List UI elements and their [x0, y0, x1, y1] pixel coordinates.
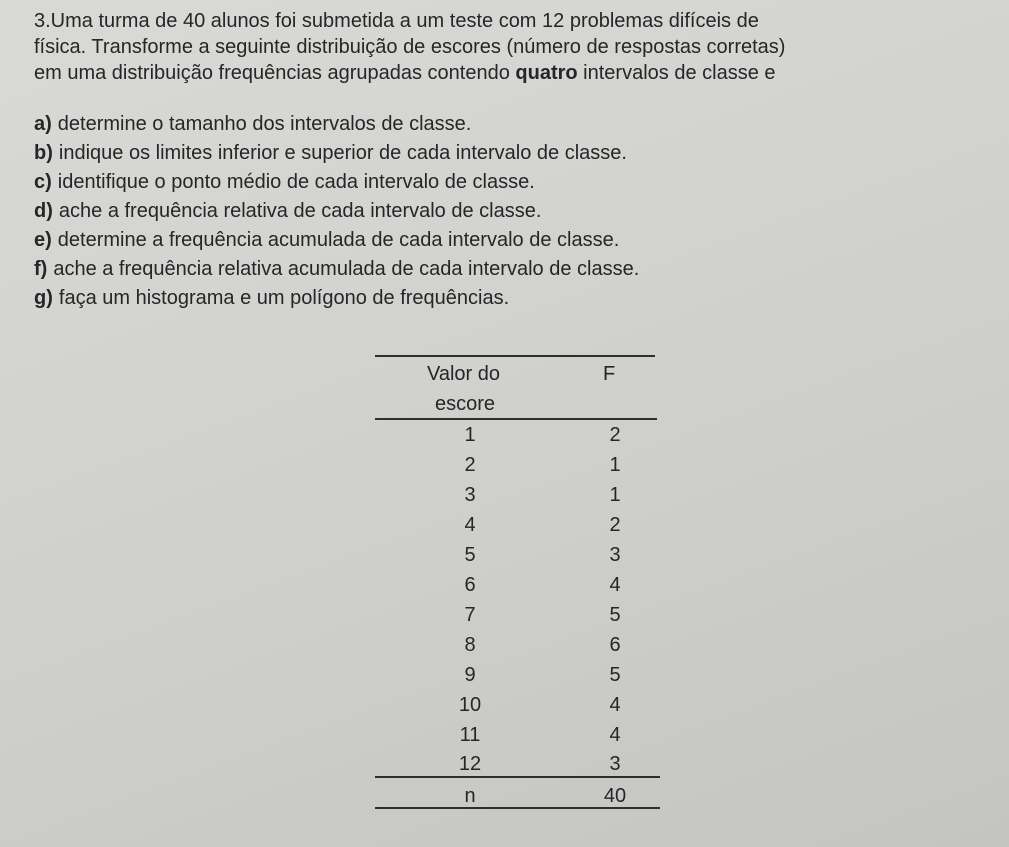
table-row: [375, 421, 660, 450]
item-text: ache a frequência relativa de cada intervalo de classe.: [58, 200, 542, 222]
question-line-3: [34, 60, 994, 86]
score-cell: 11: [459, 724, 481, 746]
table-row: [375, 750, 660, 779]
list-item: [34, 284, 639, 313]
frequency-cell: 6: [609, 634, 621, 656]
score-cell: 3: [464, 484, 476, 506]
list-item: [34, 255, 639, 284]
score-cell: 8: [464, 634, 476, 656]
frequency-cell: 4: [609, 724, 621, 746]
table-total-rule: [375, 776, 660, 778]
frequency-cell: 3: [609, 544, 621, 566]
table-row: [375, 571, 660, 600]
item-tag: c): [34, 171, 52, 193]
table-row: [375, 721, 660, 750]
frequency-cell: 1: [609, 484, 621, 506]
question-line-1: [34, 8, 994, 34]
score-cell: 2: [464, 454, 476, 476]
frequency-cell: 1: [609, 454, 621, 476]
item-text: indique os limites inferior e superior de cada intervalo de classe.: [58, 142, 627, 164]
question-line-3-pre: em uma distribuição frequências agrupadas contendo: [34, 62, 516, 84]
item-tag: d): [34, 200, 53, 222]
list-item: [34, 110, 639, 139]
frequency-cell: 4: [609, 694, 621, 716]
item-tag: a): [34, 113, 52, 135]
item-text: determine a frequência acumulada de cada intervalo de classe.: [57, 229, 620, 251]
question-line-2: física. Transforme a seguinte distribuição de escores (número de respostas corretas): [34, 36, 786, 58]
table-header-rule: [375, 418, 657, 420]
question-line-1-text: 3.Uma turma de 40 alunos foi submetida a um teste com 12 problemas difíceis de: [34, 10, 759, 32]
question-text: [34, 8, 994, 86]
item-text: faça um histograma e um polígono de frequências.: [58, 287, 510, 309]
item-tag: f): [34, 258, 48, 280]
total-value: 40: [603, 785, 627, 807]
list-item: [34, 168, 639, 197]
frequency-cell: 3: [609, 753, 621, 775]
header-score-line1: Valor do: [427, 363, 501, 385]
list-item: [34, 139, 639, 168]
table-row: [375, 481, 660, 510]
score-cell: 12: [458, 753, 482, 775]
table-row: [375, 631, 660, 660]
question-line-3-post: intervalos de classe e: [577, 62, 776, 84]
score-cell: 7: [464, 604, 476, 626]
score-cell: 6: [464, 574, 476, 596]
score-cell: 9: [464, 664, 476, 686]
table-row: [375, 511, 660, 540]
frequency-cell: 5: [609, 604, 621, 626]
frequency-cell: 5: [609, 664, 621, 686]
score-cell: 10: [458, 694, 482, 716]
item-list: [34, 110, 639, 313]
table-row: [375, 601, 660, 630]
question-line-3-bold: quatro: [515, 62, 578, 84]
frequency-cell: 2: [609, 424, 621, 446]
item-text: determine o tamanho dos intervalos de classe.: [57, 113, 472, 135]
item-text: ache a frequência relativa acumulada de cada intervalo de classe.: [53, 258, 640, 280]
score-cell: 1: [464, 424, 476, 446]
frequency-cell: 4: [609, 574, 621, 596]
item-tag: b): [34, 142, 53, 164]
table-row: [375, 451, 660, 480]
table-bottom-rule: [375, 807, 660, 809]
header-score-line2: escore: [435, 393, 496, 415]
header-frequency: F: [603, 363, 616, 385]
score-cell: 5: [464, 544, 476, 566]
score-cell: 4: [464, 514, 476, 536]
list-item: [34, 197, 639, 226]
frequency-cell: 2: [609, 514, 621, 536]
table-row: [375, 541, 660, 570]
table-row: [375, 661, 660, 690]
table-top-rule: [375, 355, 655, 357]
list-item: [34, 226, 639, 255]
table-row: [375, 691, 660, 720]
item-tag: e): [34, 229, 52, 251]
item-tag: g): [34, 287, 53, 309]
item-text: identifique o ponto médio de cada intervalo de classe.: [57, 171, 535, 193]
total-label: n: [464, 785, 476, 807]
